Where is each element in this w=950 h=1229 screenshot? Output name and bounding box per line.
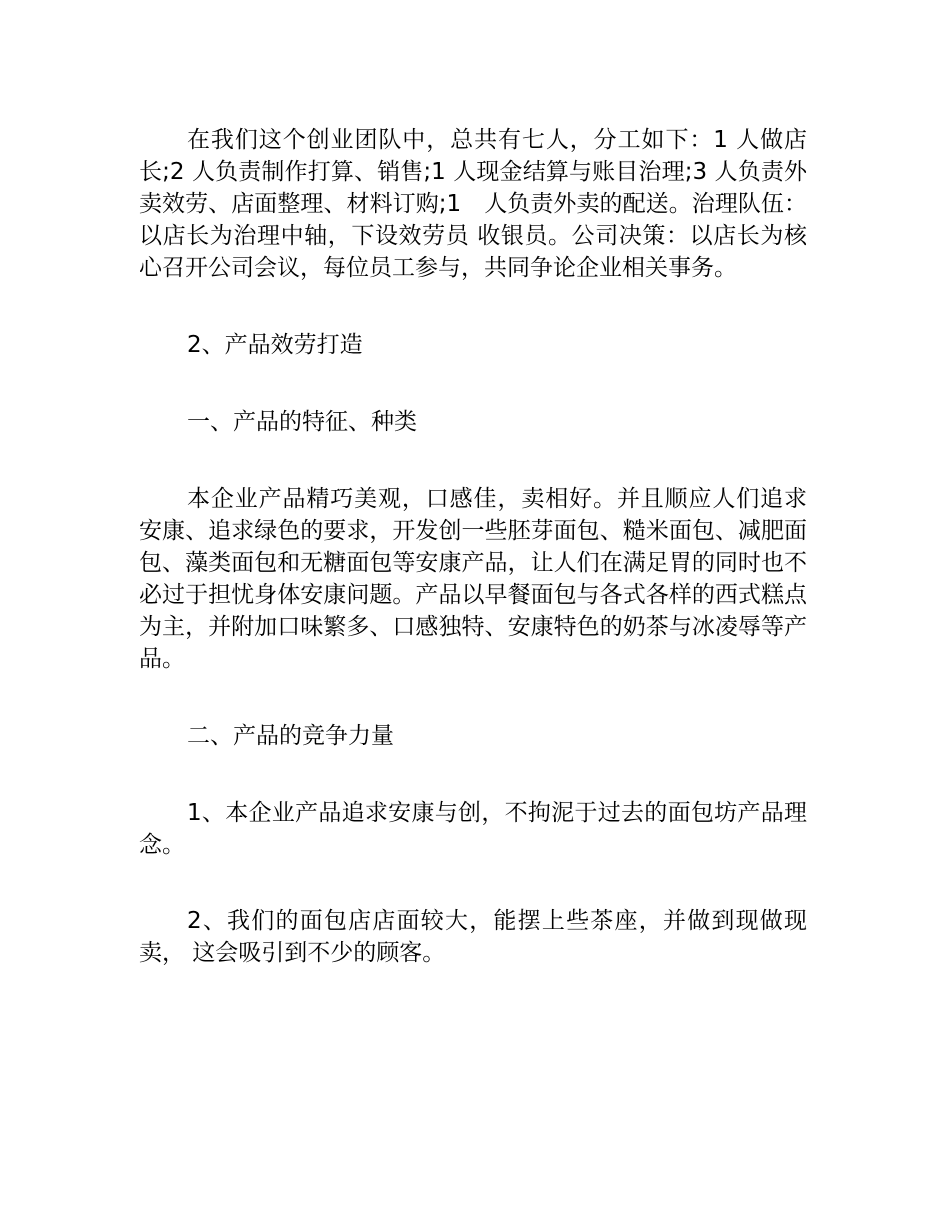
paragraph-spacer [139, 438, 807, 483]
paragraph-spacer [139, 752, 807, 797]
subsection-heading-features: 一、产品的特征、种类 [187, 409, 417, 435]
section-heading-product-service: 2、产品效劳打造 [187, 332, 363, 358]
subsection-heading-competitiveness: 二、产品的竞争力量 [187, 723, 394, 749]
paragraph-spacer [139, 284, 807, 329]
paragraph-product-features: 本企业产品精巧美观，口感佳，卖相好。并且顺应人们追求安康、追求绿色的要求，开发创一些胚芽面包、糙米面包、减肥面包、藻类面包和无糖面包等安康产品，让人们在满足胃的同时也不必过于担忧身体安康问题。产品以早餐面包与各式各样的西式糕点为主，并附加口味繁多、口感独特、安康特色的奶茶与冰凌辱等产品。 [139, 486, 807, 672]
paragraph-team-division: 在我们这个创业团队中，总共有七人，分工如下：1 人做店长;2 人负责制作打算、销售;1 人现金结算与账目治理;3 人负责外卖效劳、店面整理、材料订购;1 人负责外卖的配送。治理队伍：以店长为治理中轴，下设效劳员 收银员。公司决策：以店长为核心召开公司会议，每位员工参与，共同争论企业相关事务。 [139, 127, 807, 281]
paragraph-competitiveness-1: 1、本企业产品追求安康与创，不拘泥于过去的面包坊产品理念。 [139, 800, 807, 858]
paragraph-competitiveness-2: 2、我们的面包店店面较大，能摆上些茶座，并做到现做现卖， 这会吸引到不少的顾客。 [139, 908, 807, 966]
paragraph-spacer [139, 361, 807, 406]
paragraph-spacer [139, 675, 807, 720]
paragraph-spacer [139, 861, 807, 905]
document-body [139, 124, 807, 969]
